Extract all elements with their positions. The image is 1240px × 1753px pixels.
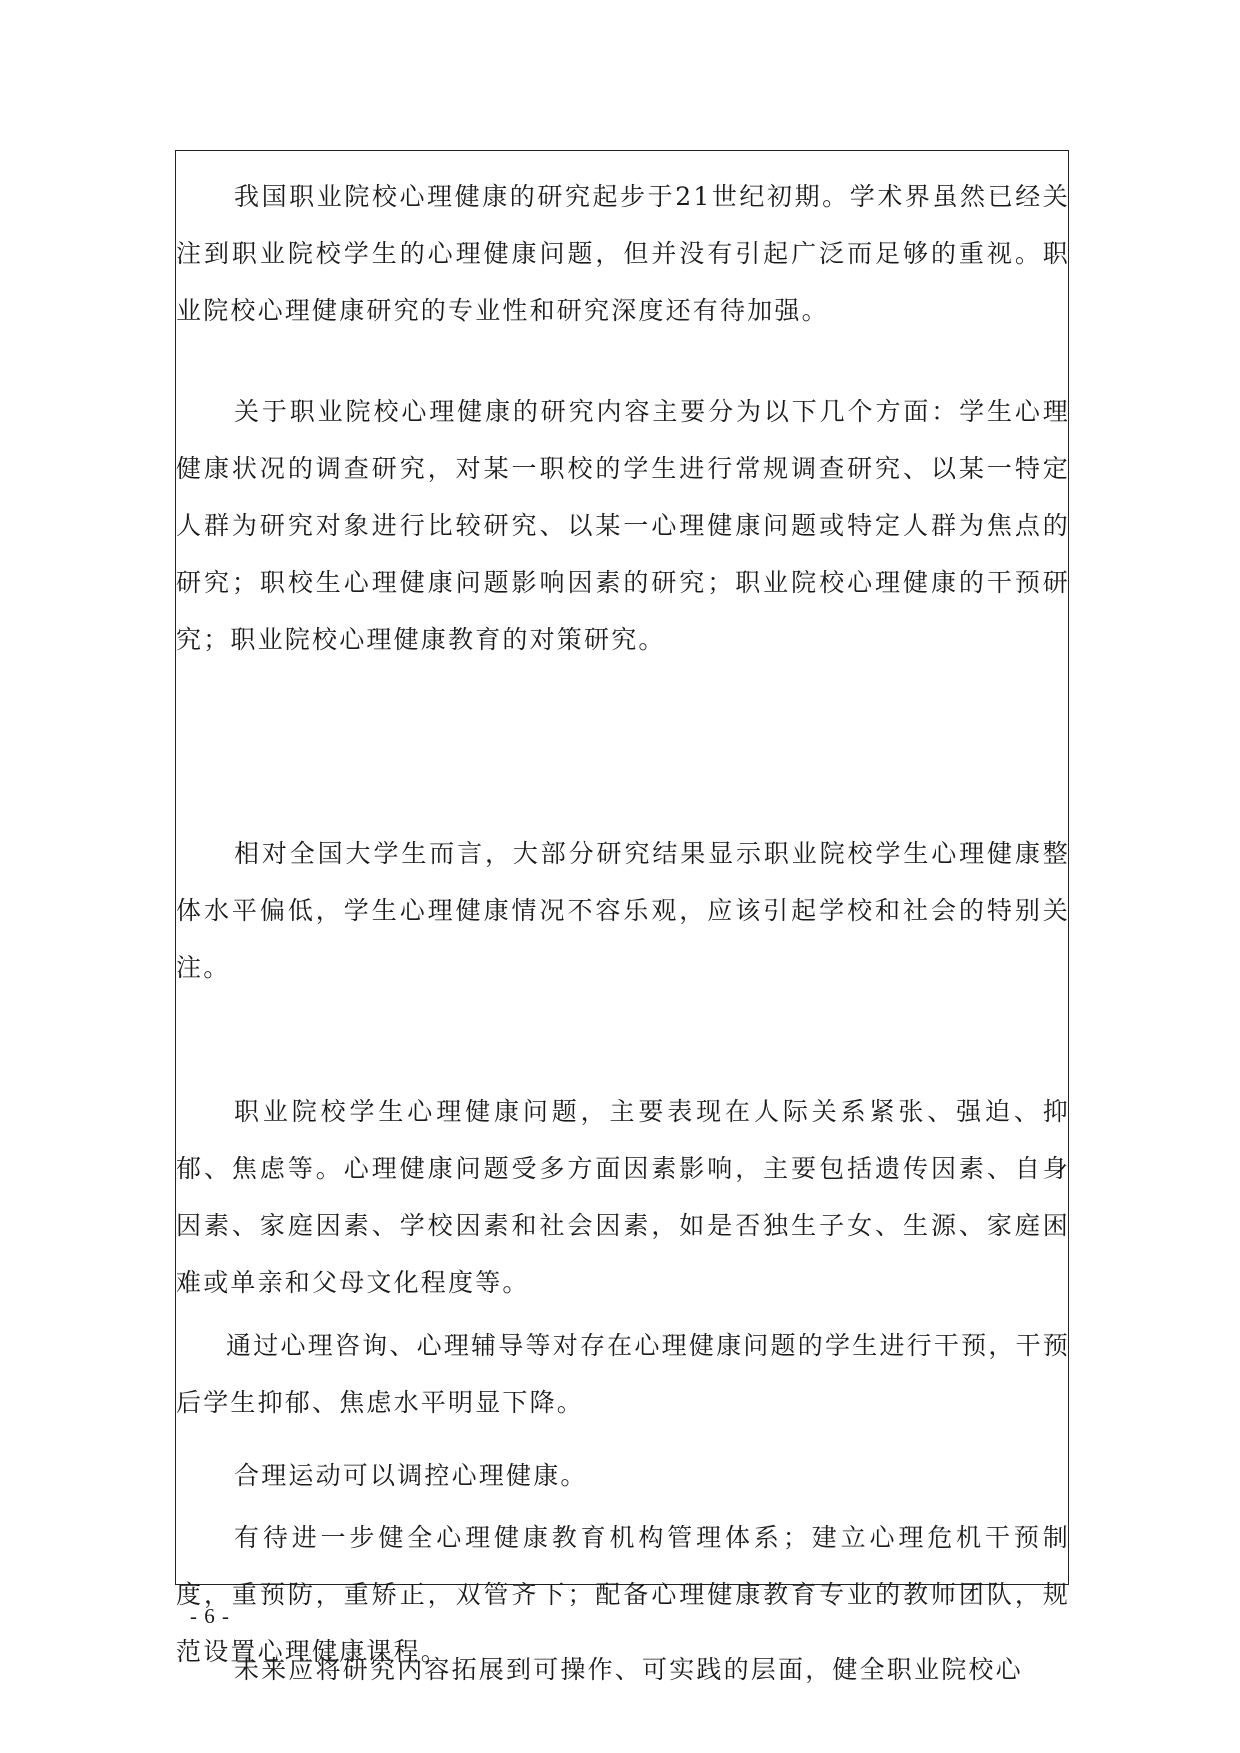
paragraph-problems-factors: 职业院校学生心理健康问题，主要表现在人际关系紧张、强迫、抑郁、焦虑等。心理健康问题受多方面因素影响，主要包括遗传因素、自身因素、家庭因素、学校因素和社会因素，如是否独生子女、生源、家庭困难或单亲和父母文化程度等。 (176, 1097, 1070, 1297)
content-frame (175, 150, 1070, 1684)
paragraph-overall-level: 相对全国大学生而言，大部分研究结果显示职业院校学生心理健康整体水平偏低，学生心理健康情况不容乐观，应该引起学校和社会的特别关注。 (176, 839, 1070, 982)
paragraph-research-start: 我国职业院校心理健康的研究起步于21世纪初期。学术界虽然已经关注到职业院校学生的心理健康问题，但并没有引起广泛而足够的重视。职业院校心理健康研究的专业性和研究深度还有待加强。 (176, 182, 1070, 325)
paragraph-intervention: 通过心理咨询、心理辅导等对存在心理健康问题的学生进行干预，干预后学生抑郁、焦虑水平明显下降。 (176, 1331, 1070, 1417)
page-number: - 6 - (190, 1604, 230, 1628)
paragraph-management-system: 有待进一步健全心理健康教育机构管理体系；建立心理危机干预制度，重预防，重矫正，双管齐下；配备心理健康教育专业的教师团队，规范设置心理健康课程。 (176, 1523, 1070, 1666)
paragraph-research-content: 关于职业院校心理健康的研究内容主要分为以下几个方面：学生心理健康状况的调查研究，对某一职校的学生进行常规调查研究、以某一特定人群为研究对象进行比较研究、以某一心理健康问题或特定人群为焦点的研究；职校生心理健康问题影响因素的研究；职业院校心理健康的干预研究；职业院校心理健康教育的对策研究。 (176, 397, 1070, 654)
paragraph-exercise: 合理运动可以调控心理健康。 (234, 1461, 588, 1490)
paragraph-future-direction: 未来应将研究内容拓展到可操作、可实践的层面，健全职业院校心 (234, 1655, 1023, 1684)
